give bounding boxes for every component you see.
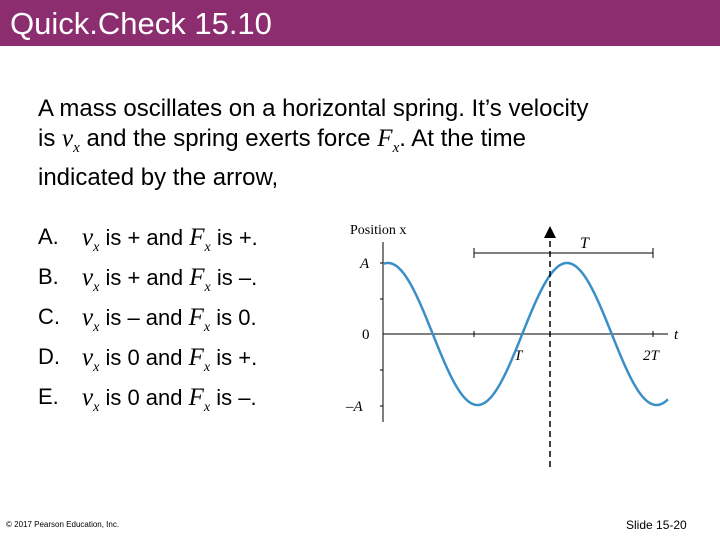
- question-text: [38, 94, 678, 193]
- option-text: $v_x$ is 0 and $F_x$ is +.: [82, 344, 258, 375]
- tick-label-2t: 2T: [643, 348, 659, 364]
- option-letter: B.: [38, 264, 59, 289]
- y-axis-label: Position x: [350, 223, 407, 238]
- option-text: $v_x$ is + and $F_x$ is +.: [82, 224, 258, 255]
- question-line-1: A mass oscillates on a horizontal spring. It’s velocity: [38, 95, 589, 122]
- tick-label-neg-a: –A: [346, 399, 363, 415]
- tick-label-t: T: [514, 348, 523, 364]
- option-letter: D.: [38, 344, 60, 369]
- option-letter: A.: [38, 224, 59, 249]
- title-bar: [0, 0, 720, 46]
- question-text-part: and the spring exerts force: [79, 125, 378, 152]
- option-letter: E.: [38, 384, 59, 409]
- tick-label-a: A: [360, 256, 370, 272]
- slide-number: Slide 15-20: [626, 518, 687, 532]
- slide-title: Quick.Check 15.10: [10, 6, 272, 41]
- option-text: $v_x$ is + and $F_x$ is –.: [82, 264, 258, 295]
- option-letter: C.: [38, 304, 60, 329]
- question-text-part: is: [38, 125, 62, 152]
- option-a[interactable]: [38, 224, 338, 264]
- option-text: $v_x$ is – and $F_x$ is 0.: [82, 304, 257, 335]
- option-e[interactable]: [38, 384, 338, 424]
- question-line-2: [38, 124, 678, 163]
- force-symbol: $F_x$: [377, 125, 400, 156]
- period-label: T: [580, 235, 589, 252]
- question-text-part: . At the time: [399, 125, 526, 152]
- question-line-3: indicated by the arrow,: [38, 164, 279, 191]
- tick-label-zero: 0: [362, 327, 370, 343]
- answer-options: [38, 224, 338, 424]
- option-d[interactable]: [38, 344, 338, 384]
- position-time-graph: [340, 212, 700, 482]
- option-c[interactable]: [38, 304, 338, 344]
- option-b[interactable]: [38, 264, 338, 304]
- option-text: $v_x$ is 0 and $F_x$ is –.: [82, 384, 257, 415]
- copyright: © 2017 Pearson Education, Inc.: [6, 520, 120, 529]
- velocity-symbol: $v_x$: [62, 125, 80, 156]
- x-axis-label: t: [674, 327, 679, 343]
